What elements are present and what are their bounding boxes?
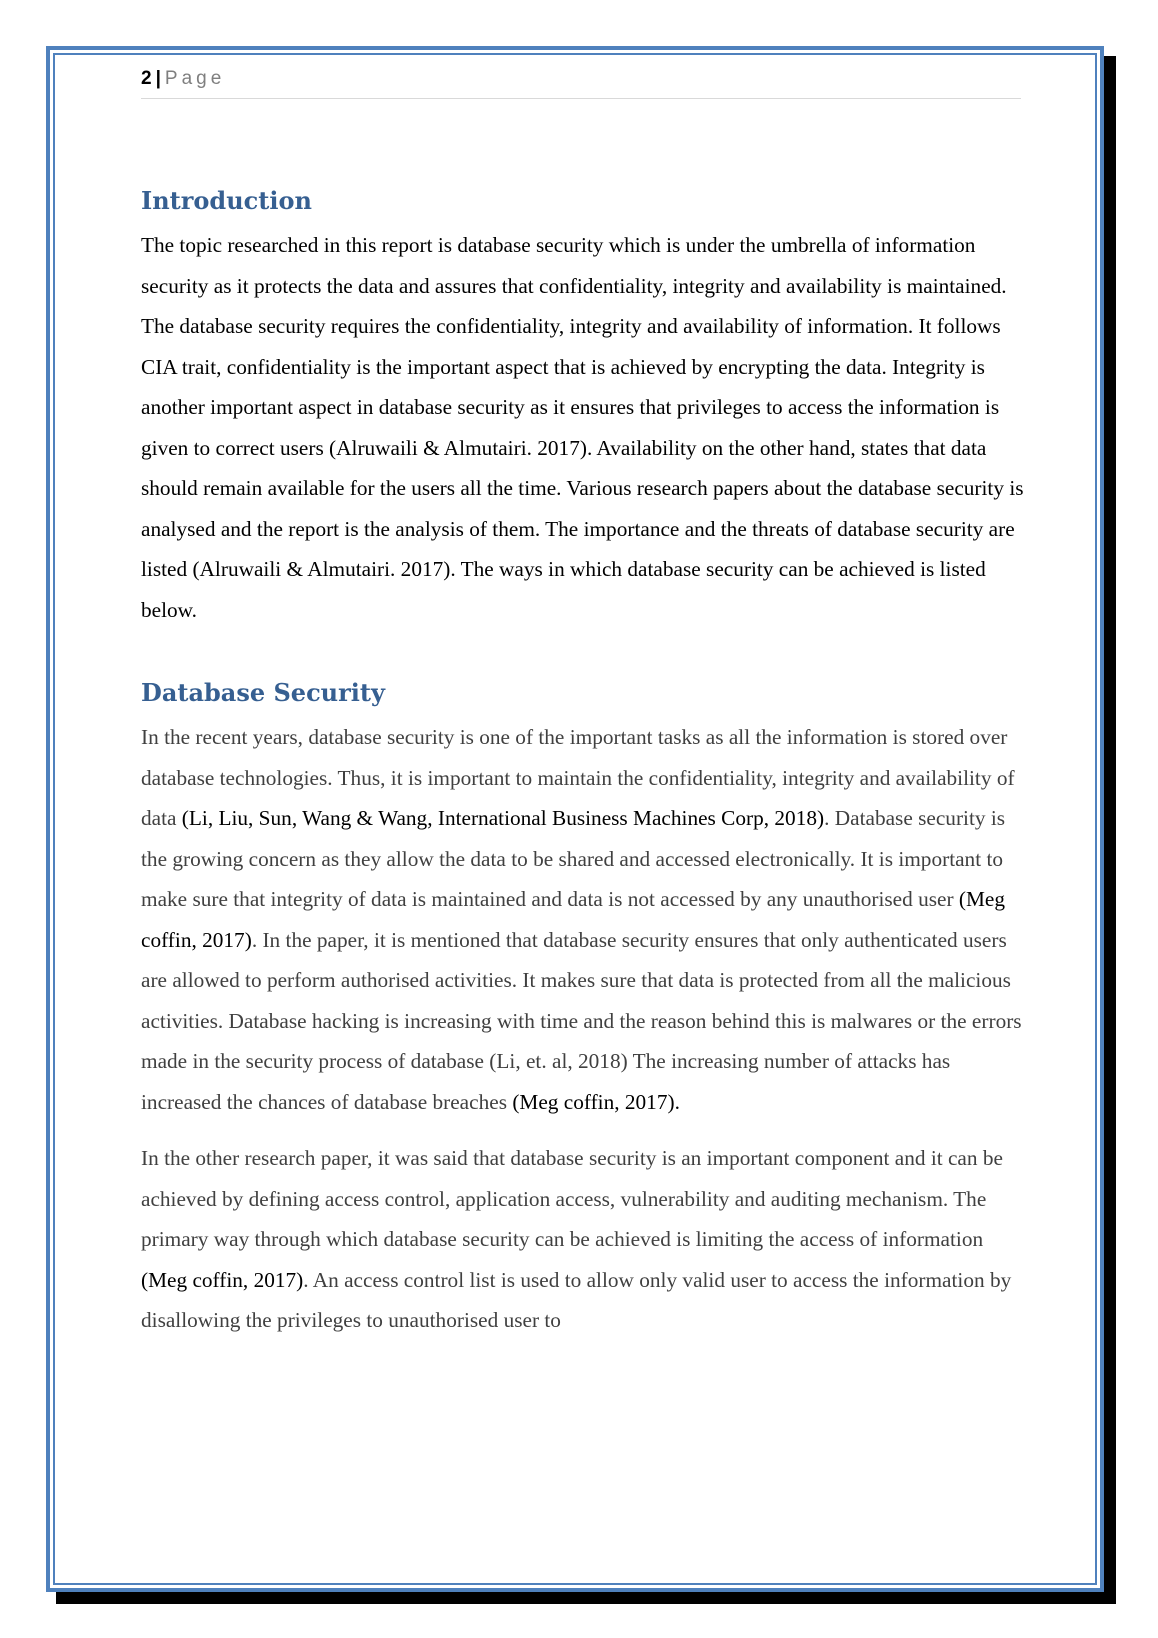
introduction-paragraph: The topic researched in this report is database security which is under the umbrella of information security as it protects the data and assures that confidentiality, integrity and availability is maintained. The database security requires the confidentiality, integrity and availability of information. It follows CIA trait, confidentiality is the important aspect that is achieved by encrypting the data. Integrity is another important aspect in database security as it ensures that privileges to access the information is given to correct users (Alruwaili & Almutairi. 2017). Availability on the other hand, states that data should remain available for the users all the time. Various research papers about the database security is analysed and the report is the analysis of them. The importance and the threats of database security are listed (Alruwaili & Almutairi. 2017). The ways in which database security can be achieved is listed below. (141, 233, 1024, 622)
database-security-section (141, 678, 1026, 1341)
citation: (Meg coffin, 2017) (141, 1267, 304, 1292)
paragraph-text: . In the paper, it is mentioned that database security ensures that only authenticated users are allowed to perform authorised activities. It makes sure that data is protected from all the malicious activities. Database hacking is increasing with time and the reason behind this is malwares or the errors made in the security process of database (Li, et. al, 2018) The increasing number of attacks has increased the chances of database breaches (141, 927, 1022, 1114)
paragraph-text: . Database security is the growing concern as they allow the data to be shared and accessed electronically. It is important to make sure that integrity of data is maintained and data is not accessed by any unauthorised user (141, 806, 1006, 911)
introduction-section (141, 186, 1026, 630)
header-separator: | (155, 68, 161, 89)
database-security-heading: Database Security (141, 678, 385, 707)
page-number: 2 (141, 68, 152, 89)
paragraph-text: In the recent years, database security is one of the important tasks as all the information is stored over database technologies. Thus, it is important to maintain the confidentiality, integrity and availability of data (141, 725, 1015, 830)
citation: (Meg coffin, 2017) (141, 887, 1006, 952)
introduction-heading: Introduction (141, 186, 312, 215)
page-header (141, 68, 1021, 99)
citation: (Meg coffin, 2017). (512, 1089, 680, 1114)
paragraph-text: In the other research paper, it was said that database security is an important component and it can be achieved by defining access control, application access, vulnerability and auditing mechanism. The primary way through which database security can be achieved is limiting the access of information (141, 1146, 1003, 1251)
page-label: Page (164, 68, 226, 89)
database-security-paragraph-1 (141, 717, 1026, 1122)
database-security-paragraph-2 (141, 1138, 1026, 1341)
paragraph-text: . An access control list is used to allow only valid user to access the information by disallowing the privileges to unauthorised user to (141, 1267, 1012, 1332)
document-body (141, 186, 1026, 1341)
citation: (Li, Liu, Sun, Wang & Wang, International Business Machines Corp, 2018) (181, 806, 825, 830)
